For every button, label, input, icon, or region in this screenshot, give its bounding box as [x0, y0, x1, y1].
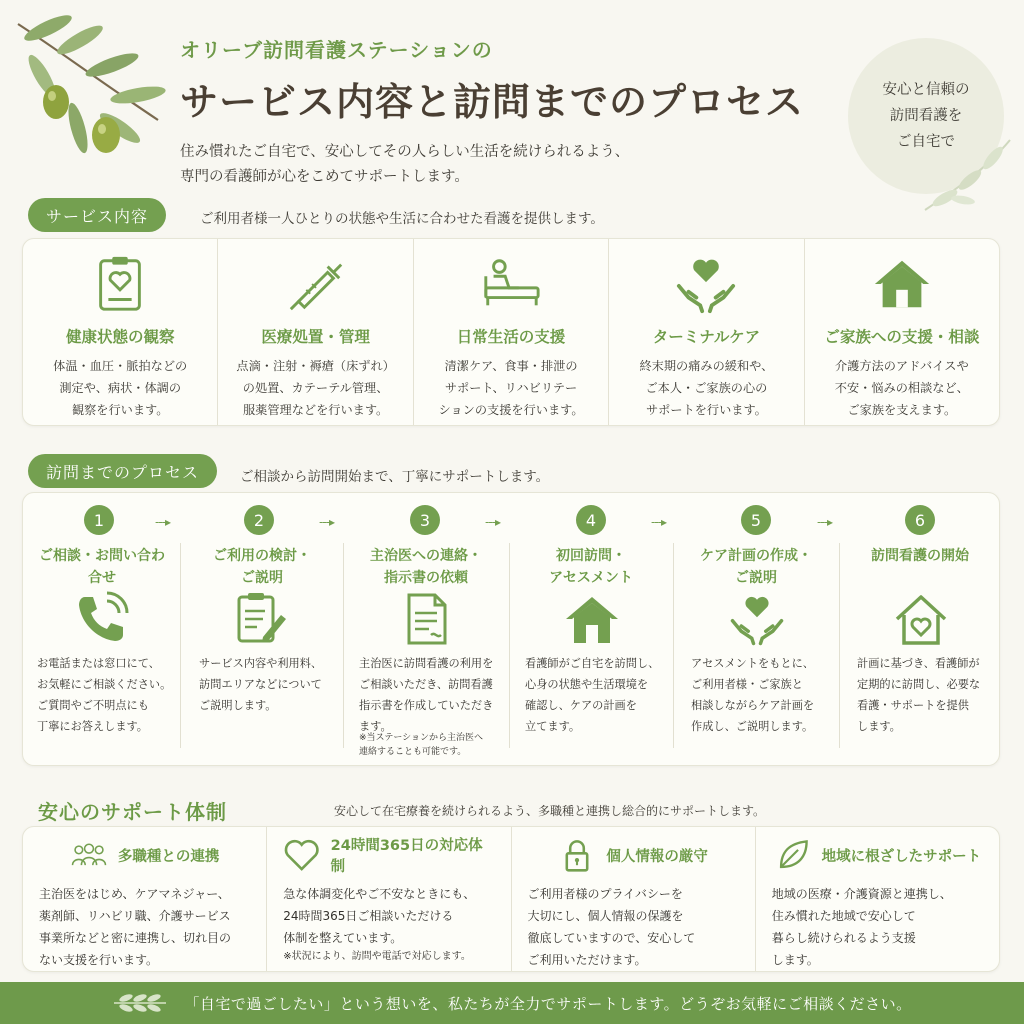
service-item-health-observation — [23, 239, 218, 425]
hands-heart-icon — [675, 253, 737, 315]
step-title: ご相談・お問い合わ 合せ — [39, 548, 165, 586]
leaf-icon — [774, 838, 812, 872]
badge-line-2: 訪問看護を — [889, 108, 963, 124]
step-arrow: ---▸ — [319, 515, 335, 529]
support-item-description: ご利用者様のプライバシーを 大切にし、個人情報の保護を 徹底していますので、安心して ご利用いただけます。 — [527, 887, 696, 967]
service-title: ご家族への支援・相談 — [824, 328, 980, 346]
process-section-note: ご相談から訪問開始まで、丁寧にサポートします。 — [240, 469, 550, 485]
support-item-title: 24時間365日の対応体制 — [330, 838, 483, 875]
syringe-icon — [285, 253, 347, 315]
support-item-head — [39, 835, 250, 875]
service-item-daily-life-support — [414, 239, 609, 425]
step-description: アセスメントをもとに、 ご利用者様・ご家族と 相談しながらケア計画を 作成し、ご説明します。 — [691, 657, 815, 733]
service-item-family-support — [805, 239, 999, 425]
support-item-title: 地域に根ざしたサポート — [821, 848, 982, 865]
step-number-badge: 1 — [84, 505, 114, 535]
support-item-privacy — [512, 827, 756, 971]
step-title: ご利用の検討・ ご説明 — [213, 548, 311, 586]
process-step-3 — [343, 493, 509, 767]
step-arrow: ---▸ — [651, 515, 667, 529]
house-icon — [871, 253, 933, 315]
support-panel — [22, 826, 1000, 972]
footer-message: 「自宅で過ごしたい」という想いを、私たちが全力でサポートします。どうぞお気軽にご相談ください。 — [184, 994, 912, 1013]
process-step-5 — [673, 493, 839, 767]
phone-icon — [73, 591, 129, 647]
service-description: 点滴・注射・褥瘡（床ずれ） の処置、カテーテル管理、 服薬管理などを行います。 — [236, 359, 395, 417]
support-item-description: 地域の医療・介護資源と連携し、 住み慣れた地域で安心して 暮らし続けられるよう支援 します。 — [771, 887, 952, 967]
service-title: 日常生活の支援 — [456, 328, 566, 346]
badge-line-3: ご自宅で — [897, 134, 955, 150]
heart-icon — [283, 838, 320, 872]
olive-sprig-icon — [112, 992, 168, 1014]
step-description: お電話または窓口にて、 お気軽にご相談ください。 ご質問やご不明点にも 丁寧にお答えします。 — [37, 657, 172, 733]
service-description: 介護方法のアドバイスや 不安・悩みの相談など、 ご家族を支えます。 — [834, 359, 969, 417]
header — [180, 34, 860, 190]
service-item-medical-treatment — [218, 239, 413, 425]
service-title: 健康状態の観察 — [65, 328, 175, 346]
support-item-collaboration — [23, 827, 267, 971]
support-item-description: 主治医をはじめ、ケアマネジャー、 薬剤師、リハビリ職、介護サービス 事業所などと密に連携し、切れ目の ない支援を行います。 — [39, 887, 232, 967]
support-section-note: 安心して在宅療養を続けられるよう、多職種と連携し総合的にサポートします。 — [334, 804, 766, 818]
lead-line-2: 専門の看護師が心をこめてサポートします。 — [180, 169, 469, 185]
footer-banner — [0, 982, 1024, 1024]
process-step-2 — [181, 493, 343, 767]
step-number-badge: 5 — [741, 505, 771, 535]
support-item-head — [528, 835, 739, 875]
support-item-title: 多職種との連携 — [117, 848, 220, 865]
step-title: 訪問看護の開始 — [871, 548, 969, 564]
document-icon — [399, 591, 455, 647]
step-title: 主治医への連絡・ 指示書の依頼 — [370, 548, 482, 586]
clipboard-heart-icon — [89, 253, 151, 315]
support-item-community — [756, 827, 999, 971]
services-panel — [22, 238, 1000, 426]
step-description: サービス内容や利用料、 訪問エリアなどについて ご説明します。 — [199, 657, 323, 712]
step-note: ※当ステーションから主治医へ 連絡することも可能です。 — [359, 733, 484, 757]
page-title: サービス内容と訪問までのプロセス — [180, 79, 805, 124]
support-item-description: 急な体調変化やご不安なときにも、 24時間365日ご相談いただける 体制を整えています。 — [283, 887, 476, 945]
hands-heart-icon — [729, 591, 785, 647]
service-item-terminal-care — [609, 239, 804, 425]
support-item-24h — [267, 827, 511, 971]
support-item-title: 個人情報の厳守 — [606, 848, 708, 865]
step-arrow: ---▸ — [485, 515, 501, 529]
service-description: 清潔ケア、食事・排泄の サポート、リハビリテー ションの支援を行います。 — [438, 359, 584, 417]
lead-line-1: 住み慣れたご自宅で、安心してその人らしい生活を続けられるよう、 — [180, 144, 630, 160]
step-arrow: ---▸ — [817, 515, 833, 529]
bed-care-icon — [480, 253, 542, 315]
service-title: 医療処置・管理 — [261, 328, 370, 346]
step-number-badge: 2 — [244, 505, 274, 535]
house-icon — [564, 591, 620, 647]
process-step-4 — [509, 493, 673, 767]
olive-branch-illustration — [8, 10, 178, 175]
support-section-title: 安心のサポート体制 — [38, 800, 227, 824]
step-number-badge: 6 — [905, 505, 935, 535]
step-description: 計画に基づき、看護師が 定期的に訪問し、必要な 看護・サポートを提供 します。 — [857, 657, 981, 733]
service-title: ターミナルケア — [652, 328, 761, 346]
support-item-head — [772, 835, 983, 875]
clipboard-pen-icon — [233, 591, 289, 647]
step-arrow: ---▸ — [155, 515, 171, 529]
service-description: 体温・血圧・脈拍などの 測定や、病状・体調の 観察を行います。 — [53, 359, 188, 417]
support-item-head — [283, 835, 494, 875]
leaf-sprig-icon — [915, 130, 1015, 220]
process-step-1 — [23, 493, 181, 767]
step-number-badge: 3 — [410, 505, 440, 535]
step-title: ケア計画の作成・ ご説明 — [700, 548, 812, 586]
step-title: 初回訪問・ アセスメント — [549, 548, 633, 586]
support-item-note: ※状況により、訪問や電話で対応します。 — [283, 951, 471, 962]
services-section-note: ご利用者様一人ひとりの状態や生活に合わせた看護を提供します。 — [200, 211, 604, 227]
people-icon — [70, 838, 108, 872]
badge-line-1: 安心と信頼の — [882, 82, 970, 98]
step-number-badge: 4 — [576, 505, 606, 535]
process-panel — [22, 492, 1000, 766]
process-step-6 — [839, 493, 1001, 767]
services-section-tab: サービス内容 — [28, 198, 166, 232]
lead-text — [180, 140, 860, 190]
step-description: 主治医に訪問看護の利用を ご相談いただき、訪問看護 指示書を作成していただき ます。 — [359, 657, 494, 733]
process-section-tab: 訪問までのプロセス — [28, 454, 217, 488]
page-subtitle: オリーブ訪問看護ステーションの — [180, 38, 493, 62]
service-description: 終末期の痛みの緩和や、 ご本人・ご家族の心の サポートを行います。 — [639, 359, 774, 417]
step-description: 看護師がご自宅を訪問し、 心身の状態や生活環境を 確認し、ケアの計画を 立てます。 — [525, 657, 660, 733]
lock-icon — [558, 838, 596, 872]
house-heart-icon — [893, 591, 949, 647]
